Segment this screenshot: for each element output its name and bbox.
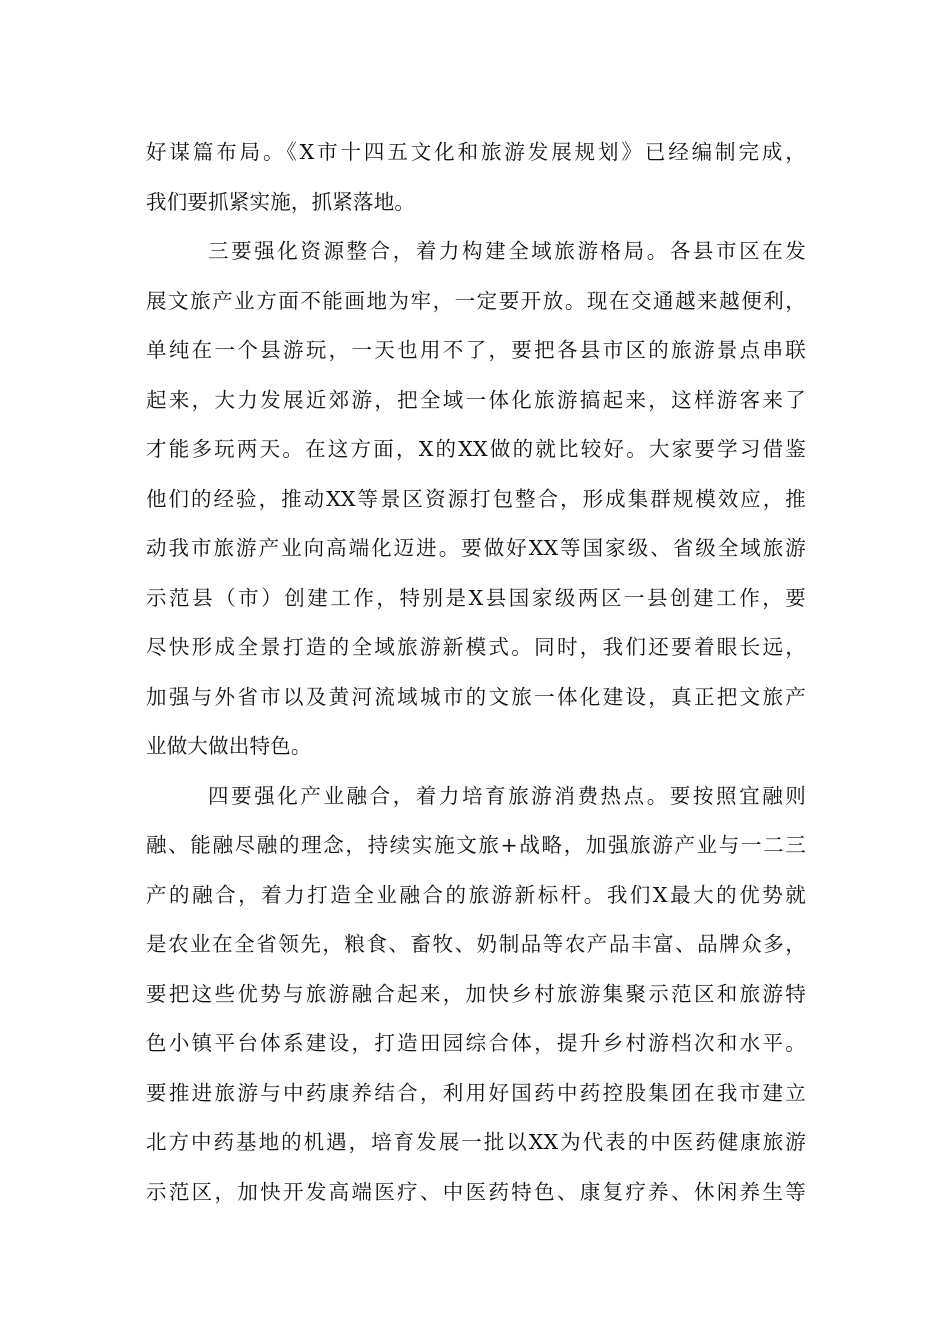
paragraph-start-line: 三要强化资源整合，着力构建全域旅游格局。各县市区在发	[208, 239, 806, 263]
text-line: 才能多玩两天。在这方面，X的XX做的就比较好。大家要学习借鉴	[146, 437, 806, 461]
text-line: 北方中药基地的机遇，培育发展一批以XX为代表的中医药健康旅游	[146, 1130, 806, 1154]
text-line: 起来，大力发展近郊游，把全域一体化旅游搞起来，这样游客来了	[146, 387, 806, 412]
text-line: 色小镇平台体系建设，打造田园综合体，提升乡村游档次和水平。	[146, 1031, 806, 1055]
body-text	[146, 128, 806, 1217]
text-line: 示范区，加快开发高端医疗、中医药特色、康复疗养、休闲养生等	[146, 1179, 806, 1204]
text-line: 好谋篇布局。《X市十四五文化和旅游发展规划》已经编制完成，	[146, 140, 806, 164]
paragraph-start-line: 四要强化产业融合，着力培育旅游消费热点。要按照宜融则	[208, 783, 806, 808]
text-line: 展文旅产业方面不能画地为牢，一定要开放。现在交通越来越便利，	[146, 288, 806, 313]
text-line: 业做大做出特色。	[146, 734, 312, 758]
text-line: 融、能融尽融的理念，持续实施文旅+战略，加强旅游产业与一二三	[146, 833, 806, 857]
text-line: 他们的经验，推动XX等景区资源打包整合，形成集群规模效应，推	[146, 486, 806, 511]
text-line: 我们要抓紧实施，抓紧落地。	[146, 189, 416, 214]
text-line: 要推进旅游与中药康养结合，利用好国药中药控股集团在我市建立	[146, 1080, 806, 1105]
text-line: 加强与外省市以及黄河流域城市的文旅一体化建设，真正把文旅产	[146, 684, 806, 709]
text-line: 要把这些优势与旅游融合起来，加快乡村旅游集聚示范区和旅游特	[146, 981, 806, 1006]
text-line: 单纯在一个县游玩，一天也用不了，要把各县市区的旅游景点串联	[146, 338, 806, 362]
text-line: 示范县（市）创建工作，特别是X县国家级两区一县创建工作，要	[146, 585, 806, 610]
text-line: 尽快形成全景打造的全域旅游新模式。同时，我们还要着眼长远，	[146, 635, 806, 659]
text-line: 动我市旅游产业向高端化迈进。要做好XX等国家级、省级全域旅游	[146, 536, 806, 560]
text-line: 产的融合，着力打造全业融合的旅游新标杆。我们X最大的优势就	[146, 882, 806, 907]
text-line: 是农业在全省领先，粮食、畜牧、奶制品等农产品丰富、品牌众多，	[146, 932, 806, 956]
